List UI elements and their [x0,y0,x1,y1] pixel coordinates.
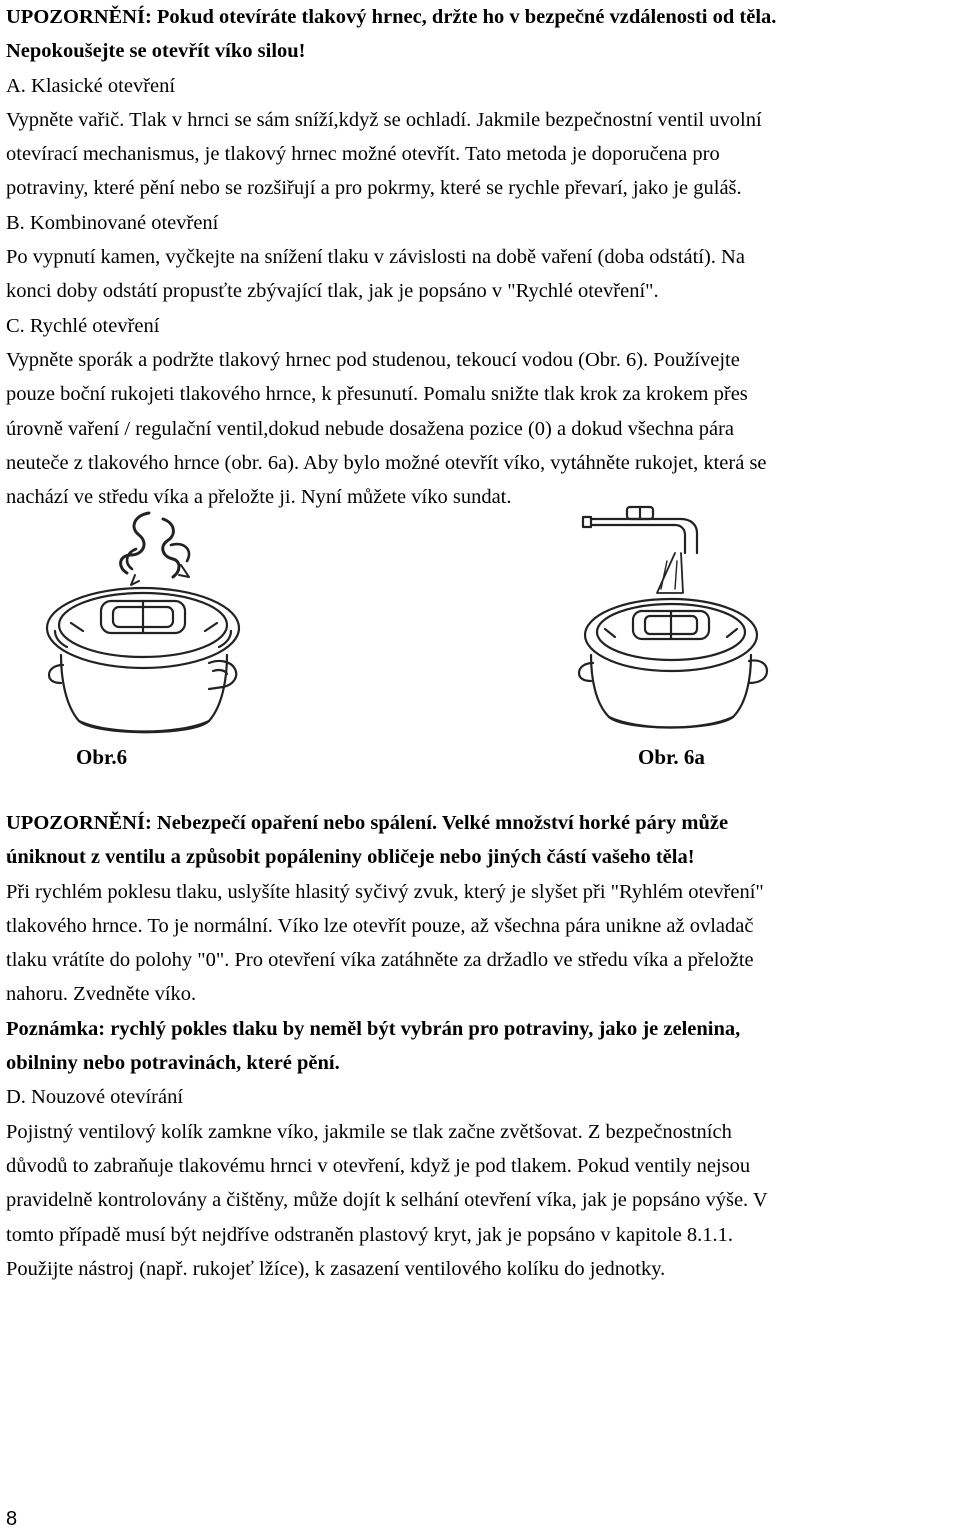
warning-line: Nepokoušejte se otevřít víko silou! [6,40,306,63]
paragraph-line: potraviny, které pění nebo se rozšiřují a pro pokrmy, které se rychle převarí, jako je guláš. [6,177,742,200]
paragraph-line: tlaku vrátíte do polohy "0". Pro otevření víka zatáhněte za držadlo ve středu víka a přeložte [6,949,754,972]
paragraph-line: otevírací mechanismus, je tlakový hrnec možné otevřít. Tato metoda je doporučena pro [6,143,720,166]
paragraph-line: tlakového hrnce. To je normální. Víko lze otevřít pouze, až všechna pára unikne až ovladač [6,914,754,937]
note-line: Poznámka: rychlý pokles tlaku by neměl být vybrán pro potraviny, jako je zelenina, [6,1017,741,1040]
warning-line: UPOZORNĚNÍ: Nebezpečí opaření nebo spálení. Velké množství horké páry může [6,812,729,834]
warning-line: UPOZORNĚNÍ: Pokud otevíráte tlakový hrnec, držte ho v bezpečné vzdálenosti od těla. [6,6,777,28]
paragraph-line: nachází ve středu víka a přeložte ji. Nyní můžete víko sundat. [6,486,512,509]
heading-classic-opening: A. Klasické otevření [6,74,176,97]
paragraph-line: neuteče z tlakového hrnce (obr. 6a). Aby bylo možné otevřít víko, vytáhněte rukojet, která se [6,451,767,474]
pressure-cooker-water-illustration [571,505,771,740]
paragraph-line: úrovně vaření / regulační ventil,dokud nebude dosažena pozice (0) a dokud všechna pára [6,417,735,440]
paragraph-line: nahoru. Zvedněte víko. [6,983,197,1006]
note-line: obilniny nebo potravinách, které pění. [6,1052,340,1075]
paragraph-line: konci doby odstátí propusťte zbývající tlak, jak je popsáno v "Rychlé otevření". [6,280,659,303]
heading-quick-opening: C. Rychlé otevření [6,314,160,337]
heading-emergency-opening: D. Nouzové otevírání [6,1086,184,1109]
bottom-text-block [6,806,768,1286]
paragraph-line: Pojistný ventilový kolík zamkne víko, jakmile se tlak začne zvětšovat. Z bezpečnostních [6,1120,732,1143]
figure-caption: Obr. 6a [638,745,705,769]
figure-caption: Obr.6 [76,745,128,769]
paragraph-line: pouze boční rukojeti tlakového hrnce, k přesunutí. Pomalu snižte tlak krok za krokem přes [6,383,748,406]
paragraph-line: Při rychlém poklesu tlaku, uslyšíte hlasitý syčivý zvuk, který je slyšet při "Ryhlém otevření" [6,880,764,903]
warning-line: úniknout z ventilu a způsobit popáleniny obličeje nebo jiných částí vašeho těla! [6,846,695,869]
paragraph-line: Použijte nástroj (např. rukojeť lžíce), k zasazení ventilového kolíku do jednotky. [6,1257,666,1280]
top-text-block [6,0,776,514]
paragraph-line: Vypněte sporák a podržte tlakový hrnec pod studenou, tekoucí vodou (Obr. 6). Používejte [6,348,740,371]
paragraph-line: Po vypnutí kamen, vyčkejte na snížení tlaku v závislosti na době vaření (doba odstátí). Na [6,246,745,269]
heading-combined-opening: B. Kombinované otevření [6,211,219,234]
pressure-cooker-steam-illustration [31,505,241,740]
page-number: 8 [6,1508,18,1530]
paragraph-line: tomto případě musí být nejdříve odstraněn plastový kryt, jak je popsáno v kapitole 8.1.1. [6,1223,734,1246]
figures-row [6,505,954,775]
paragraph-line: důvodů to zabraňuje tlakovému hrnci v otevření, když je pod tlakem. Pokud ventily nejsou [6,1154,751,1177]
paragraph-line: Vypněte vařič. Tlak v hrnci se sám sníží,když se ochladí. Jakmile bezpečnostní ventil uvolní [6,108,762,131]
paragraph-line: pravidelně kontrolovány a čištěny, může dojít k selhání otevření víka, jak je popsáno výše. V [6,1189,768,1212]
